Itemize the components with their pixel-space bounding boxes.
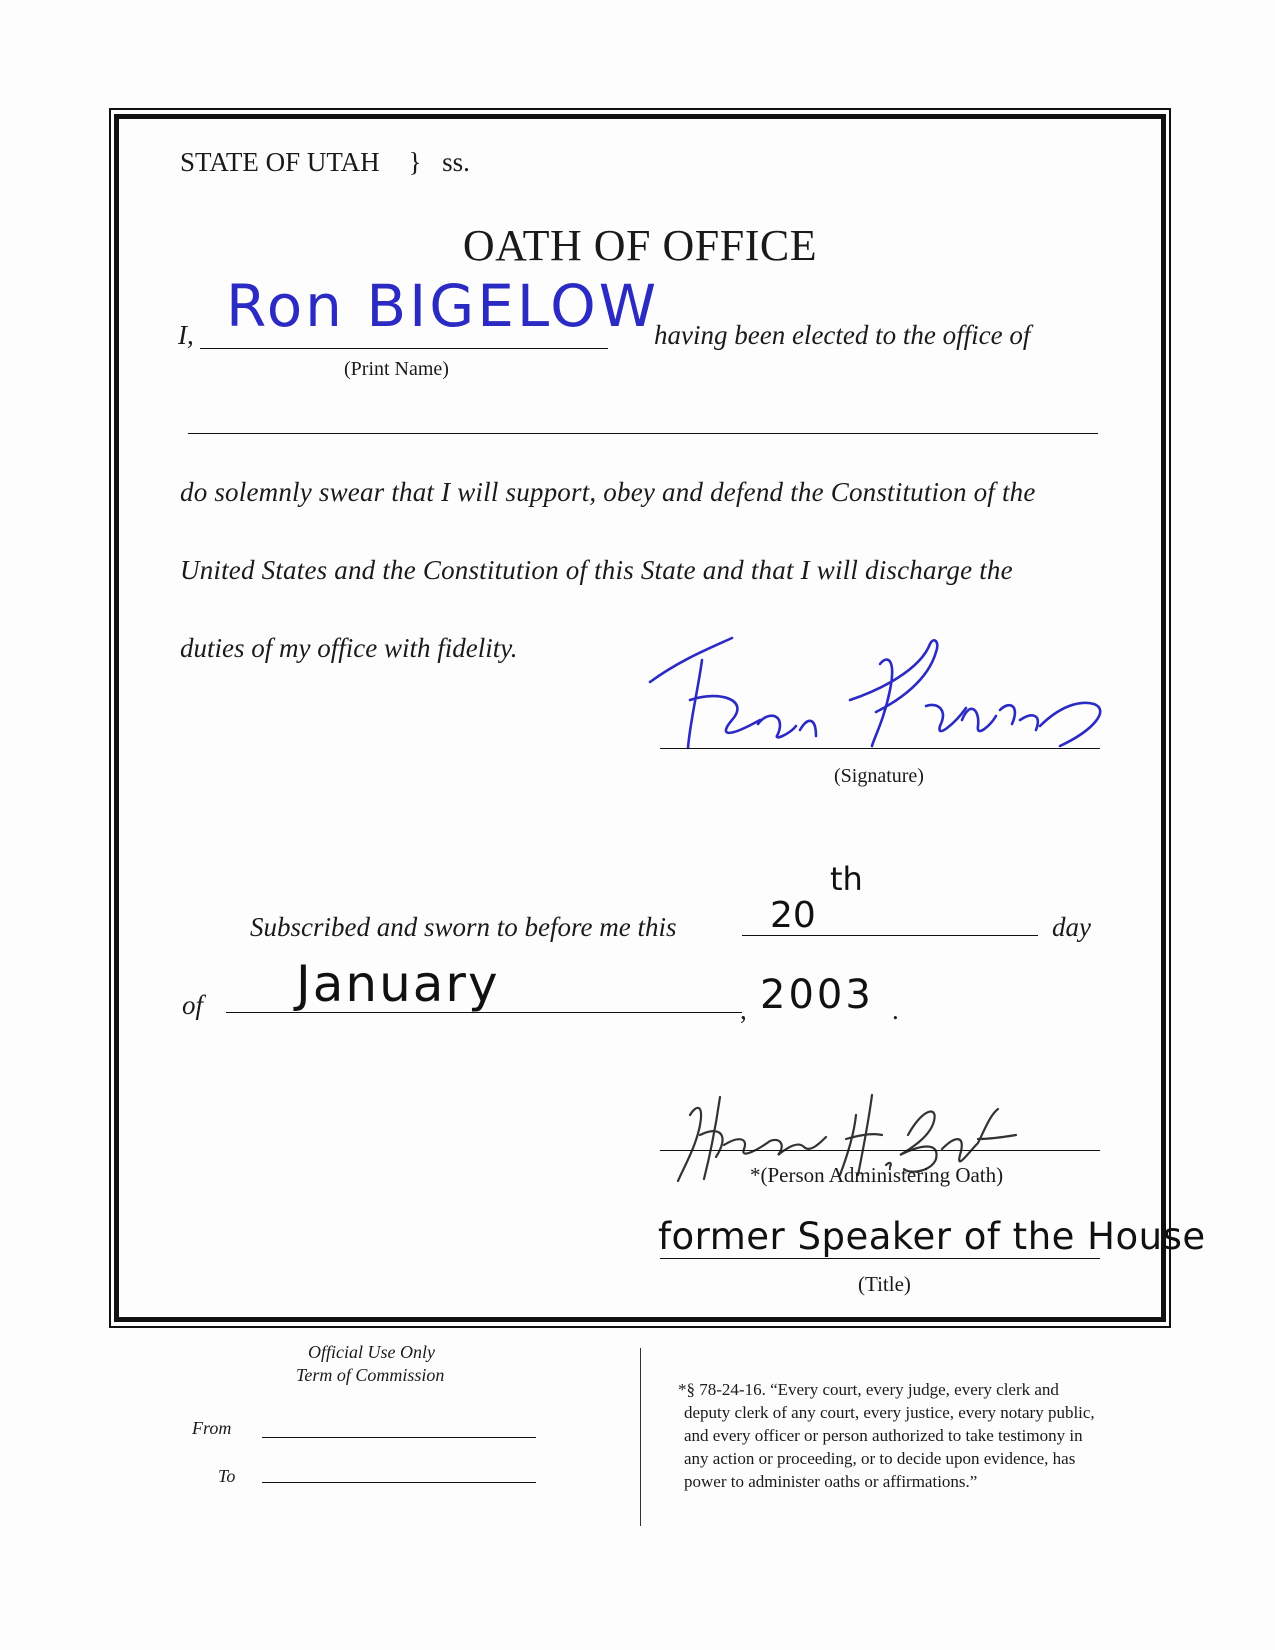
year-comma: , xyxy=(740,995,747,1025)
administrator-handwritten xyxy=(0,0,9,1)
title-field[interactable]: former Speaker of the House xyxy=(658,1215,1206,1258)
oath-text-line-2: United States and the Constitution of this State and that I will discharge the xyxy=(180,555,1013,585)
administrator-caption: *(Person Administering Oath) xyxy=(750,1163,1004,1187)
signature-rule xyxy=(660,748,1100,749)
title-rule xyxy=(660,1258,1100,1259)
official-use-heading: Official Use Only xyxy=(308,1342,435,1362)
print-name-rule xyxy=(200,348,608,349)
day-field[interactable] xyxy=(770,895,816,936)
footer-divider xyxy=(640,1348,641,1526)
administrator-rule xyxy=(660,1150,1100,1151)
footnote-line-4: any action or proceeding, or to decide upon evidence, has xyxy=(684,1449,1076,1468)
signature-caption: (Signature) xyxy=(834,765,924,787)
day-word: day xyxy=(1052,912,1091,942)
from-field[interactable] xyxy=(262,1437,536,1438)
page-title: OATH OF OFFICE xyxy=(462,221,818,270)
print-name-field[interactable]: Ron BIGELOW xyxy=(226,272,660,340)
from-label: From xyxy=(192,1418,232,1438)
ss-label: ss. xyxy=(442,147,470,177)
office-rule xyxy=(188,433,1098,434)
to-label: To xyxy=(218,1466,236,1486)
term-of-commission-heading: Term of Commission xyxy=(296,1365,445,1385)
signature-scribble xyxy=(640,630,1140,770)
oath-text-line-1: do solemnly swear that I will support, obey and defend the Constitution of the xyxy=(180,477,1036,507)
oath-text-line-3: duties of my office with fidelity. xyxy=(180,633,518,663)
day-value: 20 xyxy=(770,895,816,936)
subscribed-text: Subscribed and sworn to before me this xyxy=(250,912,677,942)
month-rule xyxy=(226,1012,742,1013)
month-field[interactable]: January xyxy=(296,955,500,1013)
print-name-caption: (Print Name) xyxy=(344,358,449,380)
oath-suffix: having been elected to the office of xyxy=(654,320,1031,350)
state-label: STATE OF UTAH xyxy=(180,147,380,177)
day-rule xyxy=(742,935,1038,936)
year-period: . xyxy=(892,995,899,1025)
footnote-line-1: *§ 78-24-16. “Every court, every judge, every clerk and xyxy=(678,1380,1059,1399)
footnote-line-3: and every officer or person authorized to take testimony in xyxy=(684,1426,1083,1445)
of-word: of xyxy=(182,990,204,1020)
footnote-line-2: deputy clerk of any court, every justice, every notary public, xyxy=(684,1403,1095,1422)
day-suffix: th xyxy=(830,860,863,898)
footnote xyxy=(678,1378,1095,1493)
title-caption: (Title) xyxy=(858,1272,911,1296)
oath-prefix: I, xyxy=(178,320,194,350)
to-field[interactable] xyxy=(262,1482,536,1483)
brace: } xyxy=(408,147,422,177)
state-heading xyxy=(180,147,470,178)
footnote-line-5: power to administer oaths or affirmations.” xyxy=(684,1472,978,1491)
year-field[interactable]: 2003 xyxy=(760,972,874,1018)
